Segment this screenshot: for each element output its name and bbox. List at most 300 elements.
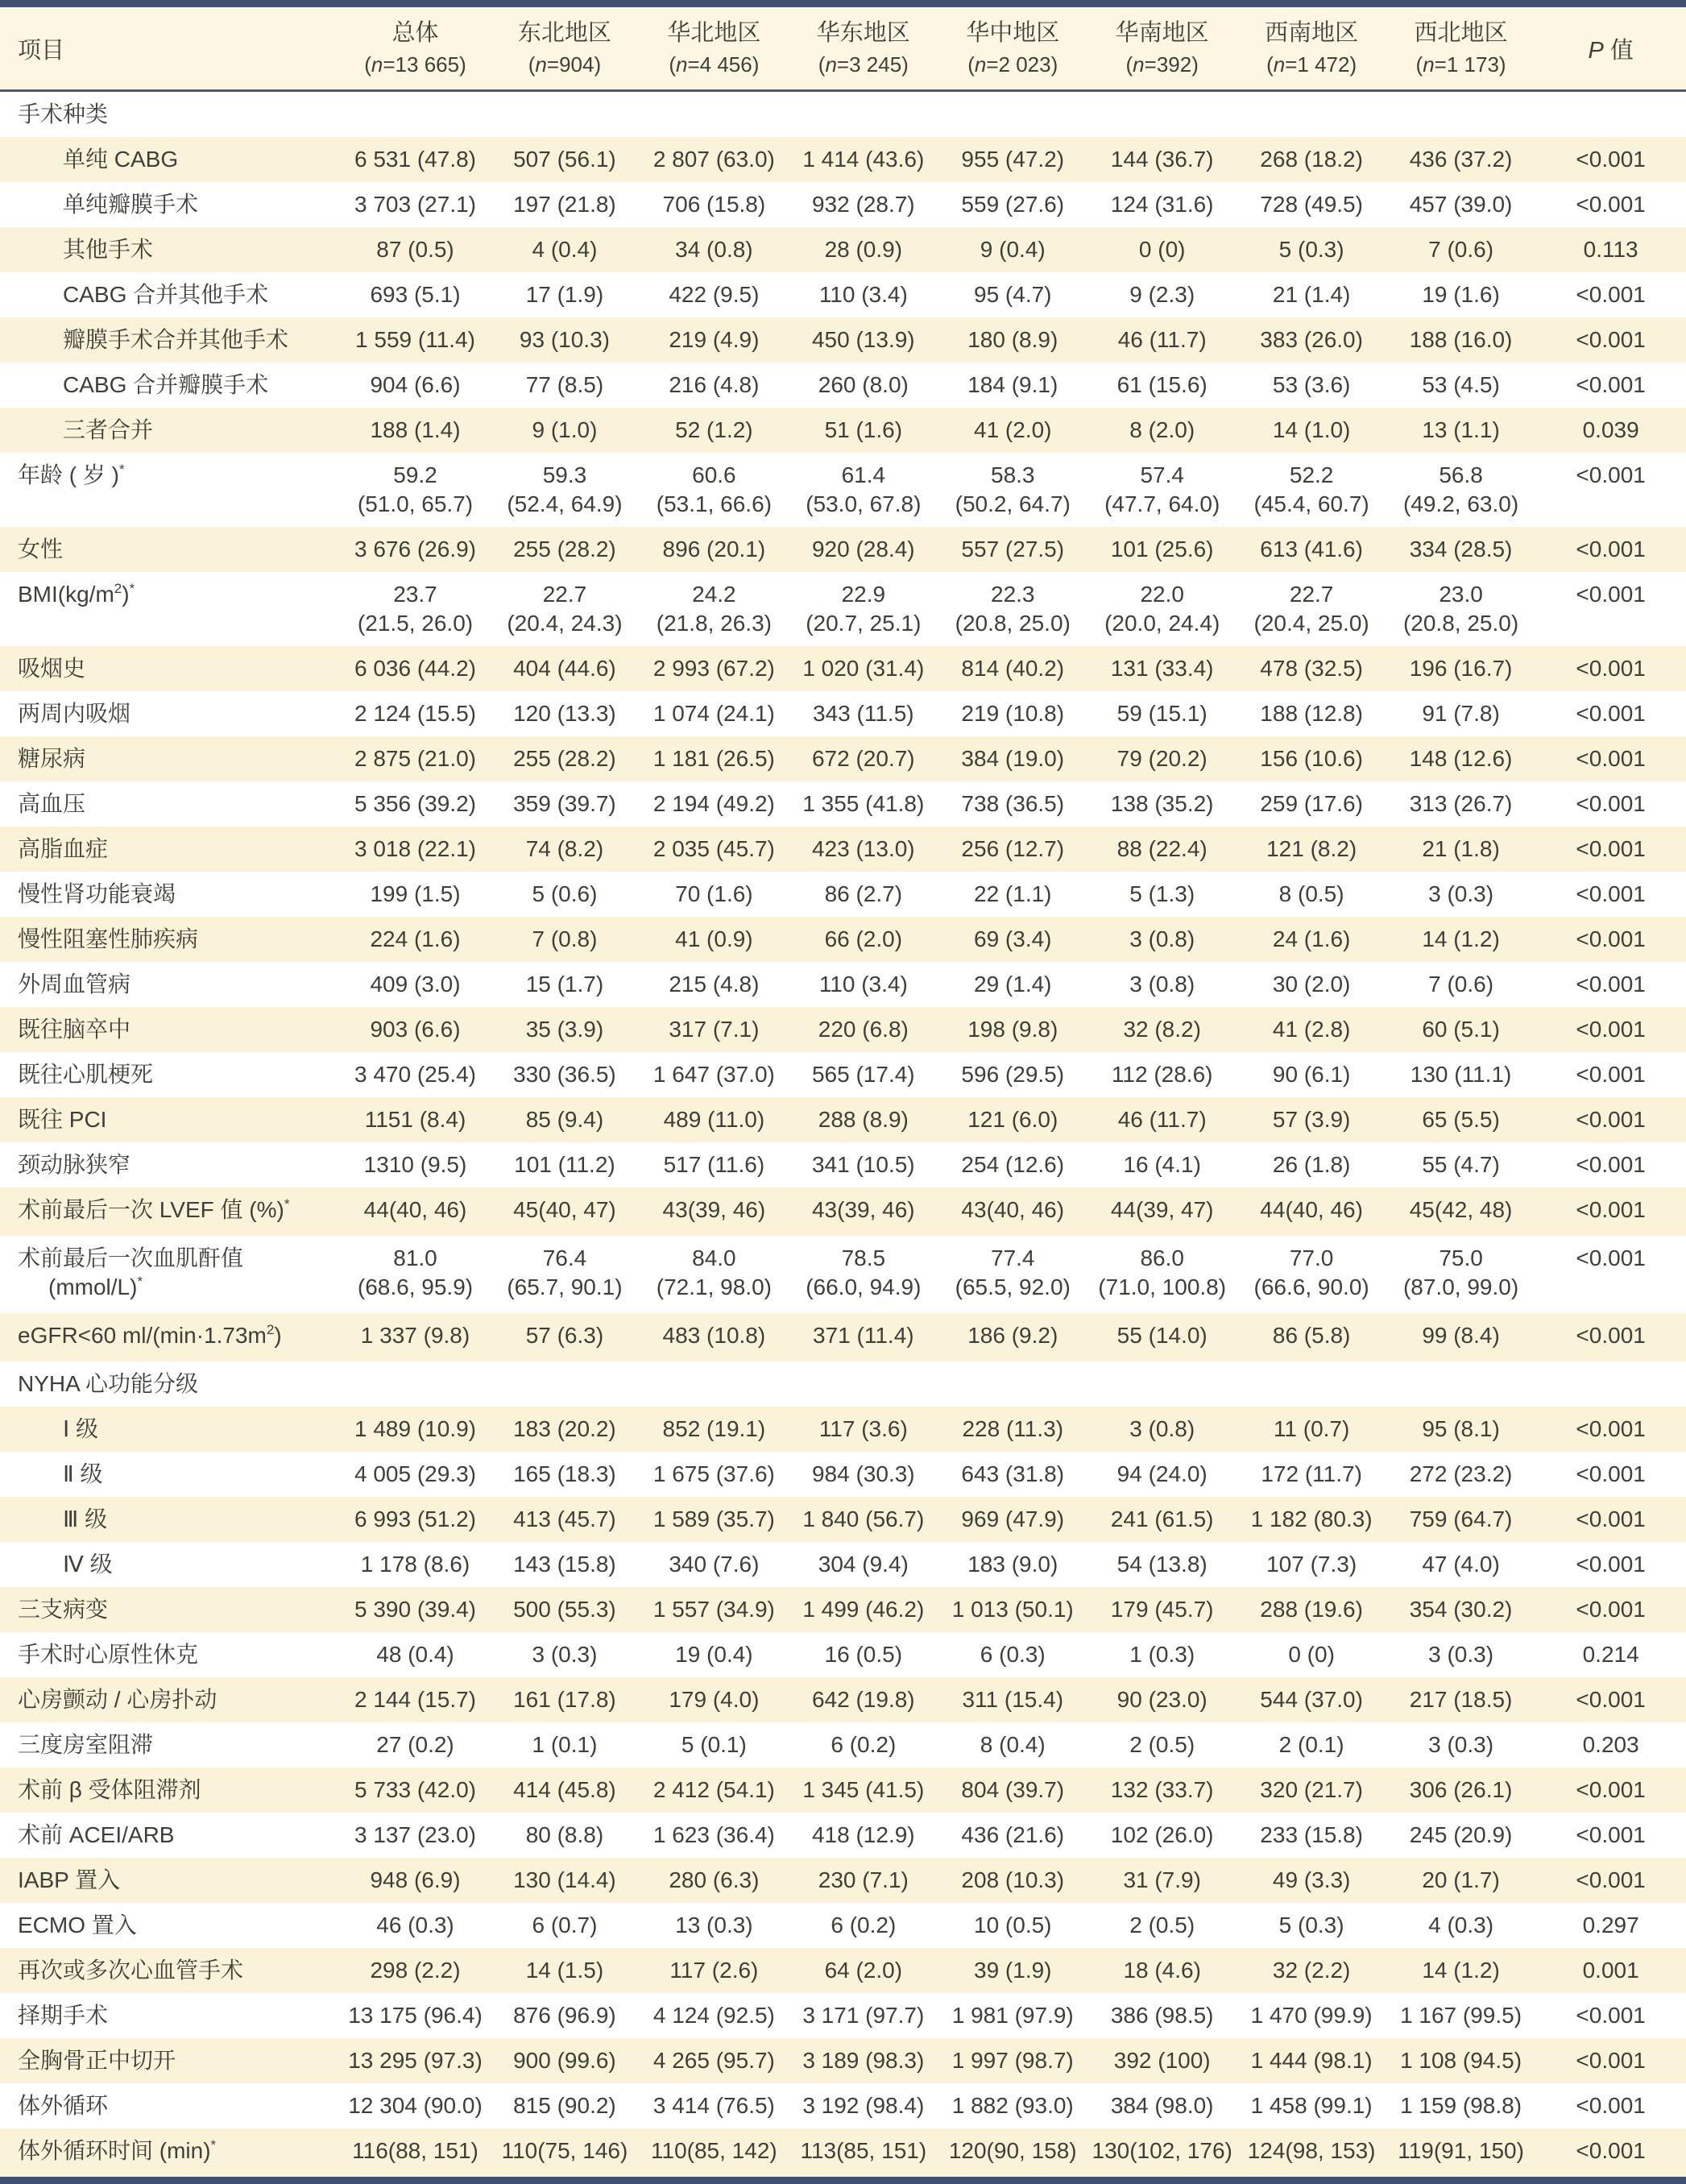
value-cell: 5 390 (39.4)	[354, 1597, 476, 1622]
row-label: 颈动脉狭窄	[18, 1152, 131, 1177]
value-cell: 6 993 (51.2)	[354, 1506, 476, 1531]
value-cell: 110(75, 146)	[501, 2138, 628, 2163]
value-cell: 2 (0.5)	[1129, 1913, 1195, 1937]
row-label: 术前 ACEI/ARB	[18, 1822, 175, 1847]
p-italic: P	[1588, 37, 1604, 64]
table-row	[0, 1452, 1686, 1497]
value-cell: 1 444 (98.1)	[1250, 2048, 1373, 2073]
value-cell: 298 (2.2)	[370, 1958, 461, 1983]
value-cell: 1 020 (31.4)	[802, 656, 925, 681]
table-row	[0, 1313, 1686, 1361]
p-value-column-header	[1535, 7, 1686, 91]
row-label: 三度房室阻滞	[18, 1732, 154, 1757]
value-cell: 1 181 (26.5)	[652, 746, 775, 771]
p-value-cell: <0.001	[1576, 1597, 1646, 1622]
value-cell: 896 (20.1)	[662, 537, 766, 562]
value-cell: 1 559 (11.4)	[355, 327, 475, 352]
row-label: 三支病变	[18, 1597, 109, 1622]
value-cell: 1 (0.3)	[1129, 1642, 1195, 1667]
table-row	[0, 227, 1686, 272]
value-cell: 288 (8.9)	[818, 1107, 909, 1132]
value-cell: 288 (19.6)	[1260, 1597, 1363, 1622]
table-row	[0, 691, 1686, 736]
value-cell: 120(90, 158)	[948, 2138, 1077, 2163]
value-cell: 224 (1.6)	[370, 926, 461, 951]
p-value-cell: <0.001	[1576, 1197, 1646, 1222]
table-row	[0, 363, 1686, 408]
value-cell: 7 (0.6)	[1428, 237, 1494, 262]
value-cell: 457 (39.0)	[1409, 192, 1513, 217]
p-value-cell: 0.203	[1582, 1732, 1639, 1757]
value-cell: 969 (47.9)	[961, 1506, 1065, 1531]
value-cell: 41 (0.9)	[675, 926, 753, 951]
value-cell: 88 (22.4)	[1116, 836, 1208, 861]
value-cell: 423 (13.0)	[811, 836, 915, 861]
p-value-cell: <0.001	[1576, 372, 1646, 397]
value-cell: 1 414 (43.6)	[802, 147, 925, 172]
header-row	[0, 7, 1686, 91]
value-cell: 932 (28.7)	[811, 192, 915, 217]
value-cell: 903 (6.6)	[370, 1017, 461, 1042]
p-value-cell: <0.001	[1576, 1506, 1646, 1531]
value-cell: 90 (23.0)	[1116, 1687, 1208, 1712]
p-value-cell: <0.001	[1576, 1552, 1646, 1577]
value-cell: 117 (2.6)	[669, 1958, 759, 1983]
value-cell: 19 (0.4)	[675, 1642, 753, 1667]
row-label: 单纯瓣膜手术	[63, 192, 199, 217]
row-label: 既往脑卒中	[18, 1017, 131, 1042]
p-value-cell: <0.001	[1576, 1017, 1646, 1042]
value-cell: 51 (1.6)	[824, 417, 903, 442]
value-cell: 78.5 (66.0, 94.9)	[806, 1245, 922, 1299]
value-cell: 2 124 (15.5)	[354, 701, 476, 726]
value-cell: 6 (0.2)	[831, 1913, 897, 1937]
region-column-header-1	[341, 7, 490, 91]
p-value-cell: <0.001	[1576, 1107, 1646, 1132]
value-cell: 130(102, 176)	[1092, 2138, 1232, 2163]
row-label: 高脂血症	[18, 836, 109, 861]
value-cell: 188 (12.8)	[1260, 701, 1363, 726]
value-cell: 3 (0.8)	[1129, 972, 1195, 997]
value-cell: 1 182 (80.3)	[1250, 1506, 1373, 1531]
value-cell: 596 (29.5)	[961, 1062, 1065, 1087]
value-cell: 22.7 (20.4, 25.0)	[1253, 582, 1369, 636]
value-cell: 61 (15.6)	[1116, 372, 1208, 397]
value-cell: 413 (45.7)	[513, 1506, 616, 1531]
value-cell: 22.9 (20.7, 25.1)	[806, 582, 922, 636]
row-label: 瓣膜手术合并其他手术	[63, 327, 289, 352]
value-cell: 8 (2.0)	[1129, 417, 1195, 442]
value-cell: 642 (19.8)	[811, 1687, 915, 1712]
value-cell: 41 (2.8)	[1272, 1017, 1351, 1042]
value-cell: 759 (64.7)	[1409, 1506, 1513, 1531]
value-cell: 306 (26.1)	[1409, 1777, 1513, 1802]
value-cell: 4 265 (95.7)	[652, 2048, 775, 2073]
value-cell: 13 (0.3)	[675, 1913, 753, 1937]
region-name: 华中地区	[966, 20, 1060, 46]
row-label: 慢性阻塞性肺疾病	[18, 926, 199, 951]
p-value-cell: <0.001	[1576, 972, 1646, 997]
value-cell: 22 (1.1)	[974, 881, 1052, 906]
value-cell: 450 (13.9)	[811, 327, 915, 352]
value-cell: 22.0 (20.0, 24.4)	[1104, 582, 1220, 636]
value-cell: 77.0 (66.6, 90.0)	[1253, 1245, 1369, 1299]
value-cell: 121 (8.2)	[1266, 836, 1357, 861]
value-cell: 3 137 (23.0)	[354, 1822, 476, 1847]
table-row	[0, 1858, 1686, 1903]
value-cell: 334 (28.5)	[1409, 537, 1513, 562]
value-cell: 2 875 (21.0)	[354, 746, 476, 771]
value-cell: 44(40, 46)	[1260, 1197, 1363, 1222]
value-cell: 43(40, 46)	[961, 1197, 1065, 1222]
value-cell: 44(40, 46)	[363, 1197, 467, 1222]
value-cell: 672 (20.7)	[811, 746, 915, 771]
p-value-cell: <0.001	[1576, 1867, 1646, 1892]
region-name: 西北地区	[1414, 20, 1508, 46]
row-label: 心房颤动 / 心房扑动	[18, 1687, 217, 1712]
value-cell: 113(85, 151)	[800, 2138, 927, 2163]
region-column-header-4	[789, 7, 938, 91]
p-value-cell: <0.001	[1576, 2093, 1646, 2118]
value-cell: 46 (11.7)	[1117, 327, 1207, 352]
value-cell: 1 345 (41.5)	[802, 1777, 925, 1802]
p-value-cell: <0.001	[1576, 2138, 1646, 2163]
value-cell: 130 (14.4)	[513, 1867, 616, 1892]
value-cell: 16 (4.1)	[1123, 1152, 1201, 1177]
table-row	[0, 1142, 1686, 1187]
value-cell: 23.7 (21.5, 26.0)	[357, 582, 474, 636]
value-cell: 544 (37.0)	[1260, 1687, 1363, 1712]
row-label: Ⅲ 级	[63, 1506, 108, 1531]
row-label: CABG 合并其他手术	[63, 282, 269, 307]
value-cell: 1 (0.1)	[532, 1732, 598, 1757]
value-cell: 47 (4.0)	[1422, 1552, 1500, 1577]
row-label: $BMI(kg/m^2)^*$	[18, 581, 135, 607]
value-cell: 815 (90.2)	[513, 2093, 616, 2118]
table-row	[0, 1948, 1686, 1993]
value-cell: 613 (41.6)	[1260, 537, 1363, 562]
value-cell: 65 (5.5)	[1422, 1107, 1500, 1132]
value-cell: 7 (0.8)	[532, 926, 598, 951]
value-cell: 483 (10.8)	[662, 1323, 766, 1348]
value-cell: 557 (27.5)	[961, 537, 1065, 562]
value-cell: 95 (8.1)	[1422, 1416, 1500, 1441]
table-row	[0, 2128, 1686, 2177]
value-cell: 404 (44.6)	[513, 656, 616, 681]
value-cell: 53 (3.6)	[1272, 372, 1351, 397]
p-value-cell: <0.001	[1576, 926, 1646, 951]
value-cell: 58.3 (50.2, 64.7)	[955, 462, 1071, 516]
value-cell: 121 (6.0)	[967, 1107, 1058, 1132]
value-cell: 3 470 (25.4)	[354, 1062, 476, 1087]
value-cell: 3 (0.8)	[1129, 926, 1195, 951]
row-label: Ⅰ 级	[63, 1416, 99, 1441]
value-cell: 643 (31.8)	[961, 1461, 1065, 1486]
value-cell: 1 882 (93.0)	[951, 2093, 1074, 2118]
value-cell: 101 (25.6)	[1110, 537, 1214, 562]
value-cell: 53 (4.5)	[1422, 372, 1500, 397]
value-cell: 6 (0.2)	[831, 1732, 897, 1757]
value-cell: 20 (1.7)	[1422, 1867, 1500, 1892]
row-label: 外周血管病	[18, 972, 131, 997]
value-cell: 70 (1.6)	[675, 881, 753, 906]
p-value-cell: <0.001	[1576, 746, 1646, 771]
value-cell: 900 (99.6)	[513, 2048, 616, 2073]
value-cell: 131 (33.4)	[1110, 656, 1214, 681]
value-cell: 3 (0.3)	[532, 1642, 598, 1667]
value-cell: 34 (0.8)	[675, 237, 753, 262]
value-cell: 565 (17.4)	[811, 1062, 915, 1087]
table-row	[0, 2083, 1686, 2128]
value-cell: 24.2 (21.8, 26.3)	[656, 582, 772, 636]
value-cell: 9 (1.0)	[532, 417, 598, 442]
row-label: 既往 PCI	[18, 1107, 107, 1132]
value-cell: 132 (33.7)	[1110, 1777, 1214, 1802]
value-cell: 1 178 (8.6)	[360, 1552, 470, 1577]
value-cell: 64 (2.0)	[824, 1958, 903, 1983]
value-cell: 35 (3.9)	[525, 1017, 604, 1042]
p-value-cell: <0.001	[1576, 2048, 1646, 2073]
value-cell: 3 018 (22.1)	[354, 836, 476, 861]
value-cell: 14 (1.2)	[1422, 1958, 1500, 1983]
table-row	[0, 1052, 1686, 1097]
value-cell: 268 (18.2)	[1260, 147, 1363, 172]
value-cell: 0 (0)	[1288, 1642, 1335, 1667]
value-cell: 217 (18.5)	[1409, 1687, 1513, 1712]
value-cell: 948 (6.9)	[370, 1867, 461, 1892]
value-cell: 5 (0.6)	[532, 881, 598, 906]
value-cell: 1 589 (35.7)	[652, 1506, 775, 1531]
p-rest: 值	[1603, 37, 1634, 64]
value-cell: 6 (0.7)	[532, 1913, 598, 1937]
value-cell: 179 (4.0)	[669, 1687, 760, 1712]
value-cell: 3 703 (27.1)	[354, 192, 476, 217]
value-cell: 184 (9.1)	[967, 372, 1058, 397]
value-cell: 21 (1.8)	[1422, 836, 1500, 861]
table-row	[0, 317, 1686, 363]
value-cell: 59 (15.1)	[1116, 701, 1208, 726]
value-cell: 79 (20.2)	[1116, 746, 1208, 771]
value-cell: 30 (2.0)	[1272, 972, 1351, 997]
value-cell: 110(85, 142)	[651, 2138, 777, 2163]
p-value-cell: <0.001	[1576, 836, 1646, 861]
value-cell: 110 (3.4)	[818, 972, 908, 997]
p-value-cell: <0.001	[1576, 881, 1646, 906]
value-cell: 15 (1.7)	[525, 972, 604, 997]
value-cell: 517 (11.6)	[663, 1152, 765, 1177]
value-cell: 1 470 (99.9)	[1250, 2003, 1373, 2028]
value-cell: 28 (0.9)	[824, 237, 903, 262]
value-cell: 69 (3.4)	[974, 926, 1052, 951]
value-cell: 3 (0.3)	[1428, 881, 1494, 906]
row-label: 体外循环	[18, 2093, 109, 2118]
region-column-header-7	[1237, 7, 1386, 91]
value-cell: 3 (0.3)	[1428, 1642, 1494, 1667]
value-cell: 0 (0)	[1138, 237, 1186, 262]
value-cell: 1 840 (56.7)	[802, 1506, 925, 1531]
row-label: ECMO 置入	[18, 1913, 137, 1937]
value-cell: 340 (7.6)	[669, 1552, 760, 1577]
table-row	[0, 272, 1686, 317]
table-row	[0, 646, 1686, 691]
value-cell: 852 (19.1)	[662, 1416, 766, 1441]
value-cell: 41 (2.0)	[974, 417, 1052, 442]
p-value-cell: 0.001	[1582, 1958, 1639, 1983]
value-cell: 49 (3.3)	[1272, 1867, 1351, 1892]
value-cell: 74 (8.2)	[525, 836, 604, 861]
value-cell: 55 (4.7)	[1422, 1152, 1500, 1177]
value-cell: 2 144 (15.7)	[354, 1687, 476, 1712]
row-label: eGFR<60 $ml/(\min\cdot 1.73m^2)$	[18, 1322, 282, 1348]
value-cell: 18 (4.6)	[1123, 1958, 1201, 1983]
value-cell: 255 (28.2)	[513, 537, 616, 562]
value-cell: 414 (45.8)	[513, 1777, 616, 1802]
value-cell: 5 (1.3)	[1129, 881, 1195, 906]
p-value-cell: <0.001	[1576, 1323, 1646, 1348]
region-n-count: (n=13 665)	[364, 52, 466, 77]
value-cell: 359 (39.7)	[513, 791, 616, 816]
value-cell: 196 (16.7)	[1409, 656, 1513, 681]
value-cell: 77.4 (65.5, 92.0)	[955, 1245, 1071, 1299]
value-cell: 95 (4.7)	[974, 282, 1052, 307]
value-cell: 1 647 (37.0)	[652, 1062, 775, 1087]
value-cell: 371 (11.4)	[813, 1323, 914, 1348]
value-cell: 55 (14.0)	[1116, 1323, 1208, 1348]
value-cell: 706 (15.8)	[662, 192, 766, 217]
p-value-cell: <0.001	[1576, 1152, 1646, 1177]
row-label: 两周内吸烟	[18, 701, 131, 726]
value-cell: 10 (0.5)	[974, 1913, 1052, 1937]
value-cell: 2 807 (63.0)	[652, 147, 775, 172]
value-cell: 12 304 (90.0)	[348, 2093, 483, 2118]
value-cell: 216 (4.8)	[669, 372, 760, 397]
region-n-count: (n=3 245)	[818, 52, 909, 77]
value-cell: 57 (3.9)	[1272, 1107, 1351, 1132]
value-cell: 59.2 (51.0, 65.7)	[357, 462, 474, 516]
value-cell: 1 074 (24.1)	[652, 701, 775, 726]
row-label: 糖尿病	[18, 746, 86, 771]
value-cell: 81.0 (68.6, 95.9)	[357, 1245, 474, 1299]
value-cell: 4 124 (92.5)	[652, 2003, 775, 2028]
value-cell: 5 (0.3)	[1278, 237, 1344, 262]
value-cell: 48 (0.4)	[376, 1642, 454, 1667]
region-n-count: (n=392)	[1125, 52, 1199, 77]
value-cell: 422 (9.5)	[669, 282, 760, 307]
value-cell: 5 (0.1)	[681, 1732, 747, 1757]
value-cell: 1 167 (99.5)	[1400, 2003, 1522, 2028]
value-cell: 60.6 (53.1, 66.6)	[656, 462, 772, 516]
value-cell: 219 (10.8)	[961, 701, 1065, 726]
value-cell: 46 (11.7)	[1117, 1107, 1207, 1132]
value-cell: 1 557 (34.9)	[652, 1597, 775, 1622]
table-row	[0, 182, 1686, 227]
value-cell: 17 (1.9)	[525, 282, 604, 307]
value-cell: 233 (15.8)	[1260, 1822, 1363, 1847]
region-name: 总体	[391, 20, 439, 46]
value-cell: 1 675 (37.6)	[652, 1461, 775, 1486]
row-label: CABG 合并瓣膜手术	[63, 372, 269, 397]
value-cell: 230 (7.1)	[818, 1867, 909, 1892]
value-cell: 693 (5.1)	[370, 282, 461, 307]
region-n-count: (n=2 023)	[967, 52, 1058, 77]
value-cell: 102 (26.0)	[1110, 1822, 1214, 1847]
value-cell: 728 (49.5)	[1260, 192, 1363, 217]
row-label: 女性	[18, 537, 64, 562]
value-cell: 489 (11.0)	[663, 1107, 765, 1132]
value-cell: 29 (1.4)	[974, 972, 1052, 997]
row-label: 其他手术	[63, 237, 154, 262]
value-cell: 57.4 (47.7, 64.0)	[1104, 462, 1220, 516]
value-cell: 738 (36.5)	[961, 791, 1065, 816]
value-cell: 343 (11.5)	[813, 701, 914, 726]
value-cell: 256 (12.7)	[961, 836, 1065, 861]
value-cell: 84.0 (72.1, 98.0)	[656, 1245, 772, 1299]
value-cell: 143 (15.8)	[513, 1552, 616, 1577]
row-label: 手术时心原性休克	[18, 1642, 199, 1667]
row-label: 吸烟史	[18, 656, 86, 681]
table-row	[0, 781, 1686, 827]
value-cell: 161 (17.8)	[513, 1687, 616, 1712]
value-cell: 199 (1.5)	[370, 881, 461, 906]
region-n-count: (n=1 472)	[1266, 52, 1357, 77]
table-row	[0, 1236, 1686, 1313]
value-cell: 245 (20.9)	[1409, 1822, 1513, 1847]
value-cell: 436 (37.2)	[1409, 147, 1513, 172]
table-body	[0, 91, 1686, 2178]
value-cell: 107 (7.3)	[1266, 1552, 1357, 1577]
value-cell: 144 (36.7)	[1110, 147, 1214, 172]
value-cell: 386 (98.5)	[1110, 2003, 1214, 2028]
p-value-cell: <0.001	[1576, 791, 1646, 816]
value-cell: 27 (0.2)	[376, 1732, 454, 1757]
value-cell: 86 (2.7)	[824, 881, 903, 906]
value-cell: 330 (36.5)	[513, 1062, 616, 1087]
region-n-count: (n=904)	[528, 52, 602, 77]
row-label: 再次或多次心血管手术	[18, 1958, 244, 1983]
value-cell: 1 458 (99.1)	[1250, 2093, 1373, 2118]
value-cell: 45(42, 48)	[1409, 1197, 1513, 1222]
region-column-header-5	[938, 7, 1087, 91]
value-cell: 26 (1.8)	[1272, 1152, 1351, 1177]
value-cell: 320 (21.7)	[1260, 1777, 1363, 1802]
value-cell: 219 (4.9)	[669, 327, 760, 352]
value-cell: 955 (47.2)	[961, 147, 1065, 172]
section-spacer-cell	[341, 1361, 1686, 1407]
value-cell: 5 356 (39.2)	[354, 791, 476, 816]
p-value-cell: 0.297	[1582, 1913, 1639, 1937]
row-label: 术前最后一次血肌酐值 (mmol/L)*	[18, 1245, 244, 1299]
value-cell: 341 (10.5)	[811, 1152, 915, 1177]
row-label: 年龄 ( 岁 )*	[18, 462, 125, 487]
region-name: 华南地区	[1115, 20, 1209, 46]
value-cell: 1 623 (36.4)	[652, 1822, 775, 1847]
p-value-cell: <0.001	[1576, 1461, 1646, 1486]
value-cell: 11 (0.7)	[1273, 1416, 1350, 1441]
value-cell: 6 036 (44.2)	[354, 656, 476, 681]
p-value-cell: 0.214	[1582, 1642, 1639, 1667]
value-cell: 255 (28.2)	[513, 746, 616, 771]
value-cell: 52 (1.2)	[675, 417, 753, 442]
table-row	[0, 827, 1686, 872]
row-label: 全胸骨正中切开	[18, 2048, 176, 2073]
region-column-header-6	[1087, 7, 1237, 91]
value-cell: 3 414 (76.5)	[652, 2093, 775, 2118]
value-cell: 1310 (9.5)	[363, 1152, 467, 1177]
value-cell: 9 (0.4)	[980, 237, 1046, 262]
value-cell: 80 (8.8)	[525, 1822, 604, 1847]
value-cell: 172 (11.7)	[1261, 1461, 1362, 1486]
value-cell: 44(39, 47)	[1110, 1197, 1214, 1222]
